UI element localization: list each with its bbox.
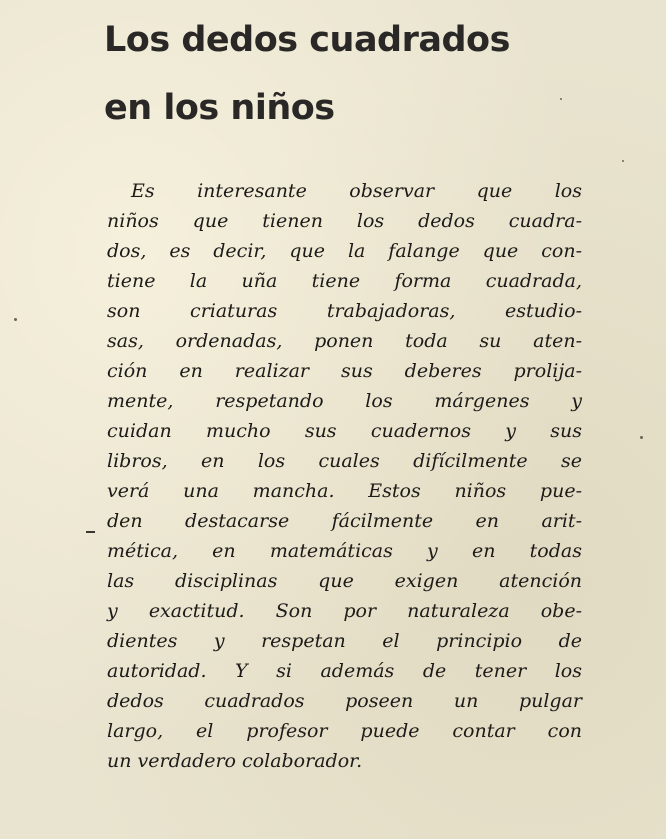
body-line: dientes y respetan el principio de [107,630,582,652]
body-line: son criaturas trabajadoras, estudio- [107,300,582,322]
article-body [107,176,582,776]
headline-line: en los niños [104,88,335,128]
body-line: y exactitud. Son por naturaleza obe- [107,600,582,622]
paper-speck [14,318,17,321]
body-line: cuidan mucho sus cuadernos y sus [107,420,582,442]
paper-speck [622,160,624,162]
body-line: den destacarse fácilmente en arit- [107,510,582,532]
body-line: Es interesante observar que los [131,180,582,202]
paper-speck [560,98,562,100]
body-line: mética, en matemáticas y en todas [107,540,582,562]
body-line: tiene la uña tiene forma cuadrada, [107,270,582,292]
body-line: dedos cuadrados poseen un pulgar [107,690,582,712]
body-line: autoridad. Y si además de tener los [107,660,582,682]
body-line: ción en realizar sus deberes prolija- [107,360,582,382]
headline-line: Los dedos cuadrados [104,20,510,60]
body-line: niños que tienen los dedos cuadra- [107,210,582,232]
body-line: libros, en los cuales difícilmente se [107,450,582,472]
article-headline [104,6,510,142]
body-line: las disciplinas que exigen atención [107,570,582,592]
body-line: un verdadero colaborador. [107,750,363,772]
body-line: sas, ordenadas, ponen toda su aten- [107,330,582,352]
body-line: largo, el profesor puede contar con [107,720,582,742]
paper-speck [640,436,643,439]
margin-dash-mark [86,531,95,533]
body-line: dos, es decir, que la falange que con- [107,240,582,262]
body-line: verá una mancha. Estos niños pue- [107,480,582,502]
body-line: mente, respetando los márgenes y [107,390,582,412]
